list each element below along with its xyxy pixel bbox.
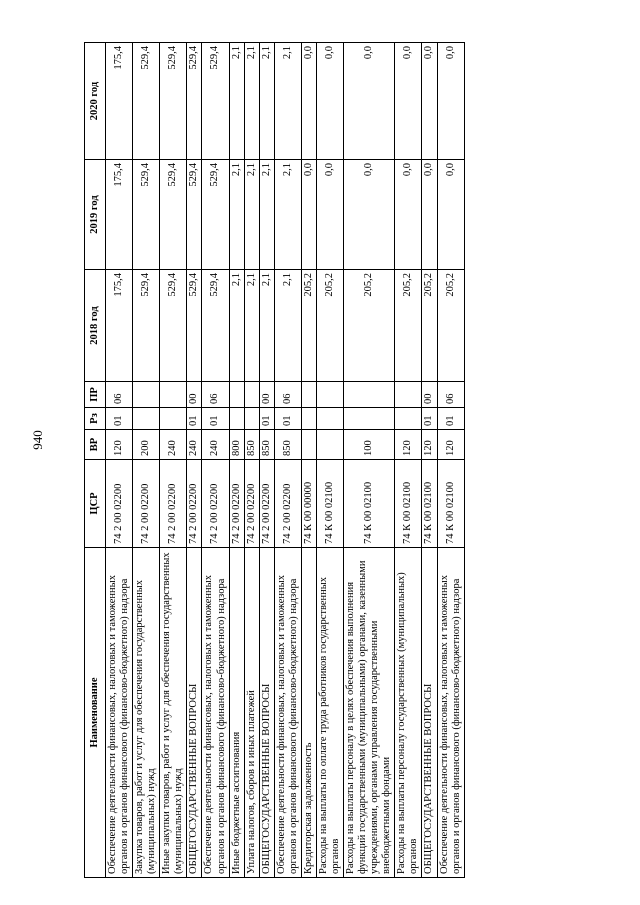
cell-2019: 0,0: [422, 160, 437, 270]
cell-pr: [244, 382, 259, 408]
cell-2020: 175,4: [106, 43, 133, 160]
cell-2020: 0,0: [301, 43, 316, 160]
table-row: [259, 43, 274, 878]
cell-2020: 529,4: [187, 43, 202, 160]
table-row: [133, 43, 160, 878]
table-row: [301, 43, 316, 878]
rotated-table-wrapper: [84, 43, 604, 878]
table-header-row: [85, 43, 106, 878]
cell-2019: 0,0: [344, 160, 395, 270]
budget-table: [84, 42, 465, 878]
cell-name: ОБЩЕГОСУДАРСТВЕННЫЕ ВОПРОСЫ: [422, 548, 437, 878]
header-csr: ЦСР: [85, 460, 106, 548]
cell-2020: 0,0: [437, 43, 464, 160]
cell-2019: 529,4: [133, 160, 160, 270]
cell-name: ОБЩЕГОСУДАРСТВЕННЫЕ ВОПРОСЫ: [259, 548, 274, 878]
cell-pr: [301, 382, 316, 408]
cell-pr: [229, 382, 244, 408]
cell-csr: 74 2 00 02200: [259, 460, 274, 548]
table-row: [244, 43, 259, 878]
cell-2018: 529,4: [133, 270, 160, 382]
cell-name: Обеспечение деятельности финансовых, налоговых и таможенных органов и органов финансового (финансово-бюджетного) надзора: [106, 548, 133, 878]
cell-2019: 2,1: [244, 160, 259, 270]
header-2020: 2020 год: [85, 43, 106, 160]
cell-pr: 06: [106, 382, 133, 408]
cell-csr: 74 2 00 02200: [202, 460, 229, 548]
cell-2018: 529,4: [187, 270, 202, 382]
cell-2019: 529,4: [202, 160, 229, 270]
cell-rz: [301, 408, 316, 430]
cell-2018: 529,4: [160, 270, 187, 382]
cell-csr: 74 К 00 00000: [301, 460, 316, 548]
table-row: [395, 43, 422, 878]
cell-name: ОБЩЕГОСУДАРСТВЕННЫЕ ВОПРОСЫ: [187, 548, 202, 878]
cell-pr: 00: [422, 382, 437, 408]
cell-vr: [316, 430, 343, 460]
cell-pr: [133, 382, 160, 408]
cell-name: Расходы на выплаты персоналу государственных (муниципальных) органов: [395, 548, 422, 878]
table-row: [229, 43, 244, 878]
cell-name: Обеспечение деятельности финансовых, налоговых и таможенных органов и органов финансового (финансово-бюджетного) надзора: [437, 548, 464, 878]
cell-rz: 01: [202, 408, 229, 430]
cell-2020: 2,1: [229, 43, 244, 160]
table-row: [202, 43, 229, 878]
cell-rz: [244, 408, 259, 430]
header-2018: 2018 год: [85, 270, 106, 382]
cell-2019: 2,1: [274, 160, 301, 270]
cell-pr: 06: [202, 382, 229, 408]
cell-2019: 0,0: [395, 160, 422, 270]
cell-2020: 2,1: [259, 43, 274, 160]
cell-rz: [229, 408, 244, 430]
cell-csr: 74 2 00 02200: [106, 460, 133, 548]
cell-name: Расходы на выплаты персоналу в целях обеспечения выполнения функций государственными (муниципальными) органами, казенными учреждениями, органами управления государственными внебюджетными фондами: [344, 548, 395, 878]
cell-2018: 205,2: [316, 270, 343, 382]
cell-2019: 0,0: [437, 160, 464, 270]
cell-pr: 06: [274, 382, 301, 408]
cell-rz: [395, 408, 422, 430]
cell-vr: 200: [133, 430, 160, 460]
cell-2020: 2,1: [244, 43, 259, 160]
cell-name: Обеспечение деятельности финансовых, налоговых и таможенных органов и органов финансового (финансово-бюджетного) надзора: [202, 548, 229, 878]
cell-2018: 205,2: [395, 270, 422, 382]
cell-name: Уплата налогов, сборов и иных платежей: [244, 548, 259, 878]
cell-pr: [344, 382, 395, 408]
cell-rz: [133, 408, 160, 430]
cell-csr: 74 2 00 02200: [229, 460, 244, 548]
cell-csr: 74 2 00 02200: [244, 460, 259, 548]
cell-pr: 00: [259, 382, 274, 408]
cell-name: Иные закупки товаров, работ и услуг для обеспечения государственных (муниципальных) нужд: [160, 548, 187, 878]
cell-csr: 74 К 00 02100: [422, 460, 437, 548]
header-vr: ВР: [85, 430, 106, 460]
cell-vr: 850: [259, 430, 274, 460]
cell-2020: 0,0: [422, 43, 437, 160]
cell-vr: 100: [344, 430, 395, 460]
cell-rz: 01: [437, 408, 464, 430]
table-row: [437, 43, 464, 878]
table-row: [106, 43, 133, 878]
cell-vr: 240: [202, 430, 229, 460]
cell-2018: 205,2: [301, 270, 316, 382]
cell-rz: [344, 408, 395, 430]
cell-rz: 01: [106, 408, 133, 430]
cell-vr: 120: [422, 430, 437, 460]
cell-csr: 74 К 00 02100: [316, 460, 343, 548]
cell-2019: 529,4: [187, 160, 202, 270]
cell-2020: 529,4: [202, 43, 229, 160]
cell-rz: 01: [187, 408, 202, 430]
header-name: Наименование: [85, 548, 106, 878]
table-row: [274, 43, 301, 878]
cell-2020: 0,0: [344, 43, 395, 160]
cell-csr: 74 К 00 02100: [437, 460, 464, 548]
cell-vr: 120: [437, 430, 464, 460]
table-row: [422, 43, 437, 878]
header-2019: 2019 год: [85, 160, 106, 270]
cell-name: Обеспечение деятельности финансовых, налоговых и таможенных органов и органов финансового (финансово-бюджетного) надзора: [274, 548, 301, 878]
cell-2018: 175,4: [106, 270, 133, 382]
cell-vr: 850: [274, 430, 301, 460]
cell-vr: 120: [395, 430, 422, 460]
cell-2020: 0,0: [395, 43, 422, 160]
cell-csr: 74 К 00 02100: [395, 460, 422, 548]
cell-vr: 240: [187, 430, 202, 460]
cell-vr: 120: [106, 430, 133, 460]
cell-2020: 529,4: [133, 43, 160, 160]
cell-csr: 74 2 00 02200: [160, 460, 187, 548]
cell-2019: 0,0: [301, 160, 316, 270]
table-row: [316, 43, 343, 878]
cell-2018: 529,4: [202, 270, 229, 382]
cell-csr: 74 2 00 02200: [133, 460, 160, 548]
table-row: [160, 43, 187, 878]
cell-csr: 74 К 00 02100: [344, 460, 395, 548]
cell-pr: [395, 382, 422, 408]
cell-2018: 205,2: [344, 270, 395, 382]
cell-csr: 74 2 00 02200: [187, 460, 202, 548]
cell-rz: 01: [259, 408, 274, 430]
cell-pr: [316, 382, 343, 408]
cell-2019: 0,0: [316, 160, 343, 270]
cell-pr: 06: [437, 382, 464, 408]
cell-vr: 850: [244, 430, 259, 460]
cell-csr: 74 2 00 02200: [274, 460, 301, 548]
cell-name: Кредиторская задолженность: [301, 548, 316, 878]
table-row: [344, 43, 395, 878]
cell-2018: 2,1: [259, 270, 274, 382]
cell-rz: 01: [274, 408, 301, 430]
cell-vr: [301, 430, 316, 460]
cell-2018: 2,1: [244, 270, 259, 382]
table-row: [187, 43, 202, 878]
cell-vr: 240: [160, 430, 187, 460]
cell-pr: 00: [187, 382, 202, 408]
cell-rz: [160, 408, 187, 430]
cell-rz: 01: [422, 408, 437, 430]
cell-2020: 2,1: [274, 43, 301, 160]
cell-2018: 205,2: [422, 270, 437, 382]
cell-pr: [160, 382, 187, 408]
cell-2018: 2,1: [229, 270, 244, 382]
cell-2020: 0,0: [316, 43, 343, 160]
cell-2019: 2,1: [259, 160, 274, 270]
cell-name: Иные бюджетные ассигнования: [229, 548, 244, 878]
page-number: 940: [30, 430, 45, 450]
cell-name: Закупка товаров, работ и услуг для обеспечения государственных (муниципальных) нужд: [133, 548, 160, 878]
cell-2019: 175,4: [106, 160, 133, 270]
cell-2018: 205,2: [437, 270, 464, 382]
cell-name: Расходы на выплаты по оплате труда работников государственных органов: [316, 548, 343, 878]
cell-2018: 2,1: [274, 270, 301, 382]
cell-2019: 2,1: [229, 160, 244, 270]
cell-rz: [316, 408, 343, 430]
cell-2019: 529,4: [160, 160, 187, 270]
cell-vr: 800: [229, 430, 244, 460]
header-pr: ПР: [85, 382, 106, 408]
cell-2020: 529,4: [160, 43, 187, 160]
header-rz: Рз: [85, 408, 106, 430]
